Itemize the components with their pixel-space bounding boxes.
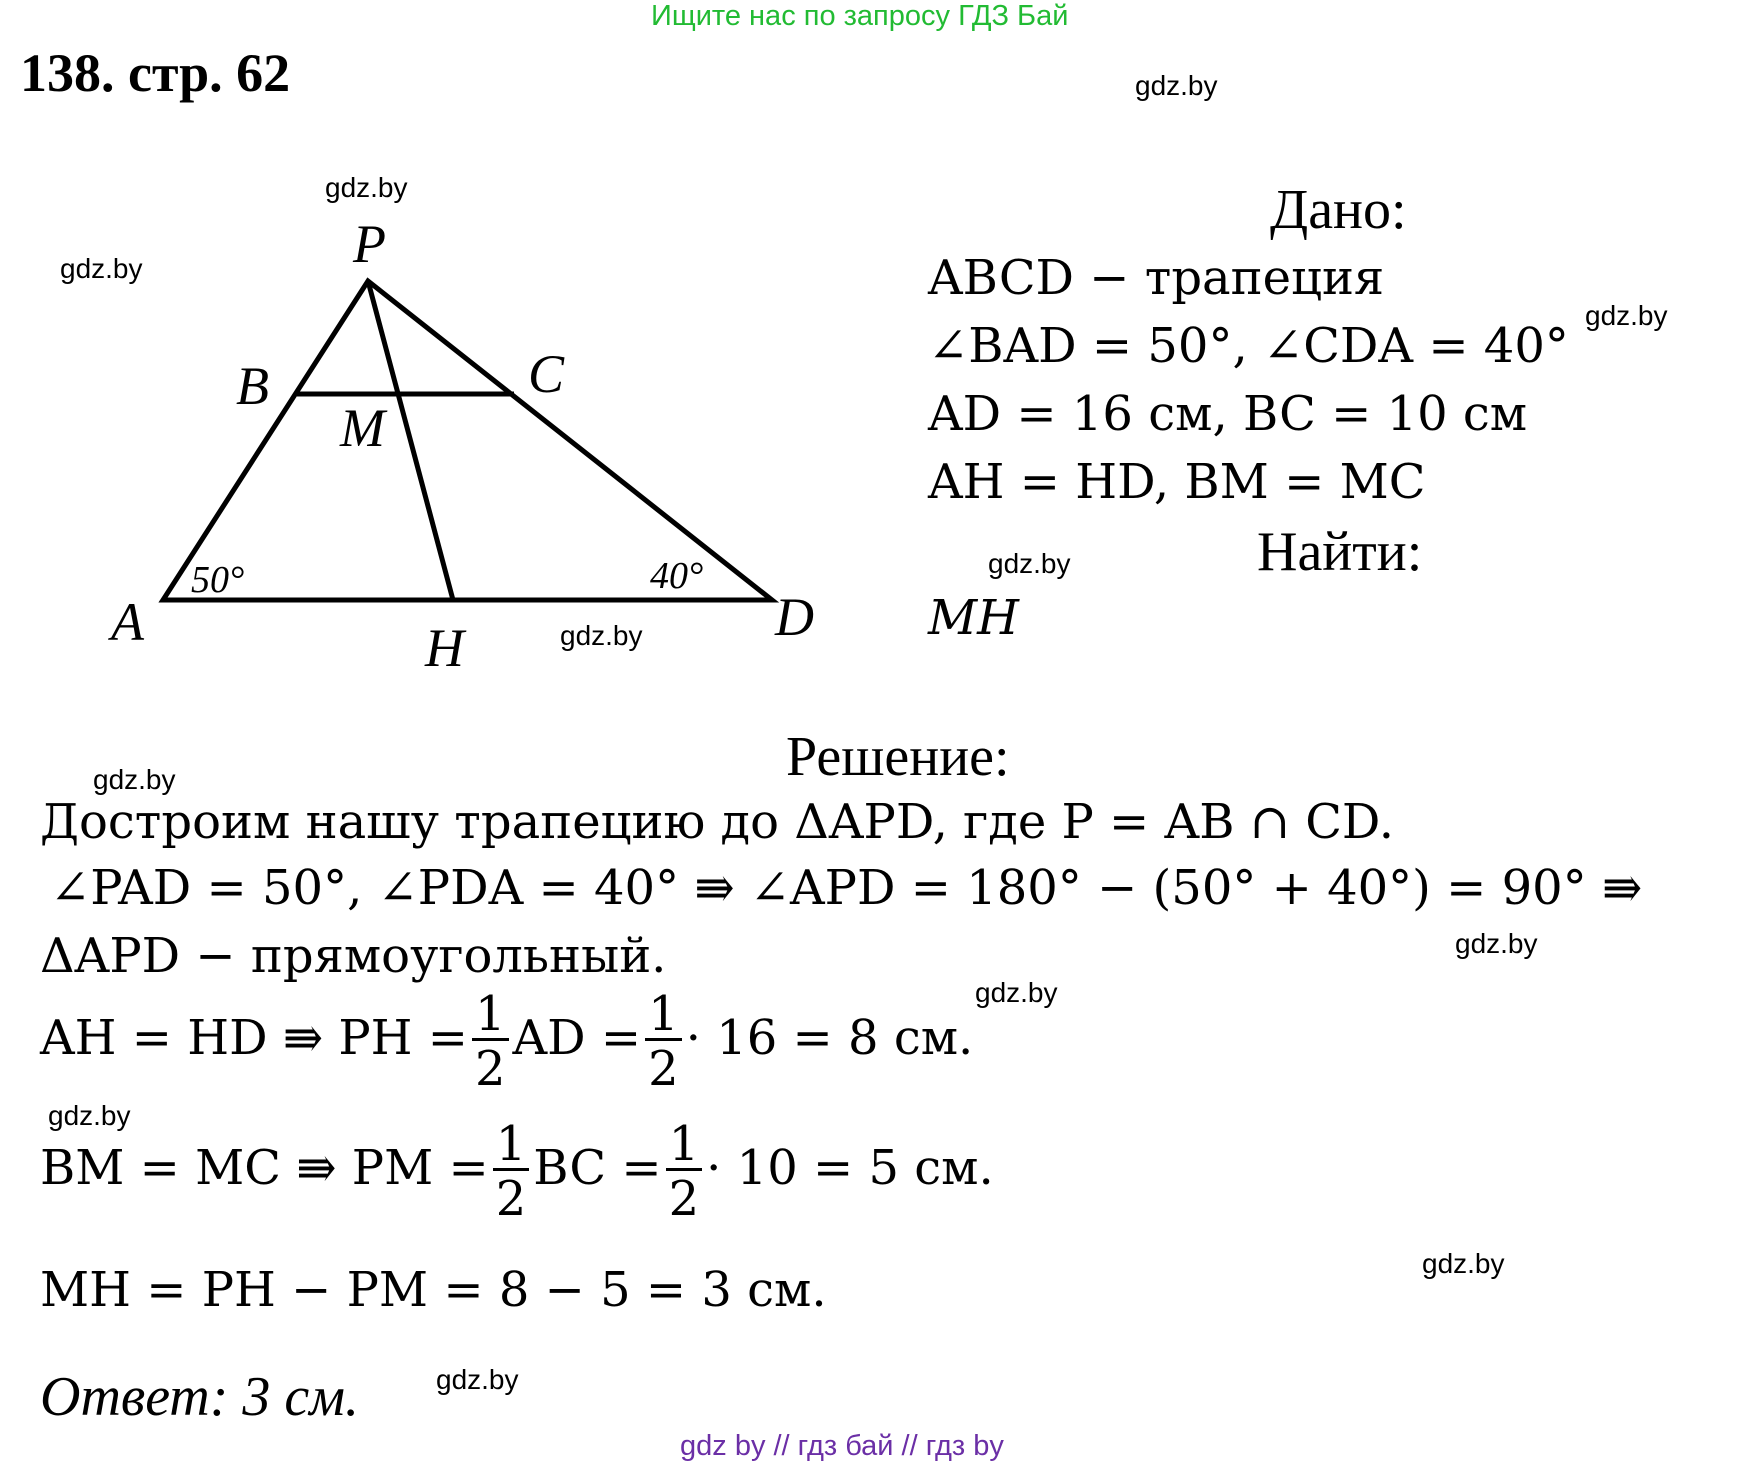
watermark: gdz.by bbox=[988, 548, 1071, 579]
footer-links[interactable]: gdz by // гдз бай // гдз by bbox=[680, 1430, 1004, 1462]
watermark: gdz.by bbox=[975, 977, 1058, 1008]
label-d: D bbox=[775, 587, 814, 647]
fraction-half bbox=[666, 1116, 703, 1227]
equation-ph-mid: AD = bbox=[512, 1010, 642, 1066]
equation-pm bbox=[40, 1116, 994, 1227]
watermark: gdz.by bbox=[560, 620, 643, 651]
given-line-2: ∠BAD = 50°, ∠CDA = 40° bbox=[928, 318, 1569, 374]
label-h: H bbox=[425, 618, 464, 678]
solution-line-3: ΔAPD − прямоугольный. bbox=[40, 928, 667, 984]
fraction-denominator: 2 bbox=[645, 1038, 682, 1093]
equation-pm-mid: BC = bbox=[533, 1140, 662, 1196]
watermark: gdz.by bbox=[436, 1364, 519, 1395]
watermark: gdz.by bbox=[60, 253, 143, 284]
equation-ph bbox=[40, 986, 974, 1097]
equation-ph-right: · 16 = 8 см. bbox=[685, 1010, 974, 1066]
label-c: C bbox=[528, 344, 565, 404]
equation-pm-left: BM = MC ⇛ PM = bbox=[40, 1140, 489, 1196]
equation-ph-left: AH = HD ⇛ PH = bbox=[40, 1010, 468, 1066]
watermark: gdz.by bbox=[1422, 1248, 1505, 1279]
watermark: gdz.by bbox=[1135, 70, 1218, 101]
watermark: gdz.by bbox=[48, 1100, 131, 1131]
watermark: gdz.by bbox=[325, 172, 408, 203]
fraction-numerator: 1 bbox=[668, 1116, 700, 1172]
fraction-denominator: 2 bbox=[666, 1168, 703, 1223]
triangle-figure bbox=[0, 0, 860, 700]
find-value: MH bbox=[928, 590, 1020, 646]
answer: Ответ: 3 см. bbox=[40, 1366, 359, 1428]
task-title: 138. стр. 62 bbox=[20, 43, 291, 103]
watermark: gdz.by bbox=[93, 764, 176, 795]
given-heading: Дано: bbox=[1270, 179, 1407, 241]
given-line-3: AD = 16 см, BC = 10 см bbox=[928, 386, 1528, 442]
label-m: M bbox=[340, 398, 385, 458]
label-b: B bbox=[236, 356, 269, 416]
fraction-numerator: 1 bbox=[495, 1116, 527, 1172]
angle-d-label: 40° bbox=[650, 555, 704, 597]
label-a: A bbox=[111, 592, 144, 652]
label-p: P bbox=[353, 214, 386, 274]
search-banner: Ищите нас по запросу ГДЗ Бай bbox=[651, 0, 1069, 32]
solution-line-1: Достроим нашу трапецию до ΔAPD, где P = AB ∩ CD. bbox=[40, 794, 1394, 850]
given-line-1: ABCD − трапеция bbox=[928, 250, 1385, 306]
fraction-numerator: 1 bbox=[648, 986, 679, 1042]
given-line-4: AH = HD, BM = MC bbox=[928, 454, 1426, 510]
solution-heading: Решение: bbox=[786, 726, 1010, 788]
watermark: gdz.by bbox=[1585, 300, 1668, 331]
watermark: gdz.by bbox=[1455, 928, 1538, 959]
fraction-denominator: 2 bbox=[493, 1168, 530, 1223]
fraction-half bbox=[645, 986, 682, 1097]
find-heading: Найти: bbox=[1257, 521, 1423, 583]
fraction-half bbox=[472, 986, 509, 1097]
angle-a-label: 50° bbox=[191, 559, 245, 601]
fraction-denominator: 2 bbox=[472, 1038, 509, 1093]
fraction-half bbox=[493, 1116, 530, 1227]
solution-line-2: ∠PAD = 50°, ∠PDA = 40° ⇛ ∠APD = 180° − (50° + 40°) = 90° ⇛ bbox=[50, 860, 1643, 916]
fraction-numerator: 1 bbox=[474, 986, 506, 1042]
equation-pm-right: · 10 = 5 см. bbox=[706, 1140, 994, 1196]
triangle-apd bbox=[163, 281, 772, 600]
solution-line-4: MH = PH − PM = 8 − 5 = 3 см. bbox=[40, 1262, 827, 1318]
